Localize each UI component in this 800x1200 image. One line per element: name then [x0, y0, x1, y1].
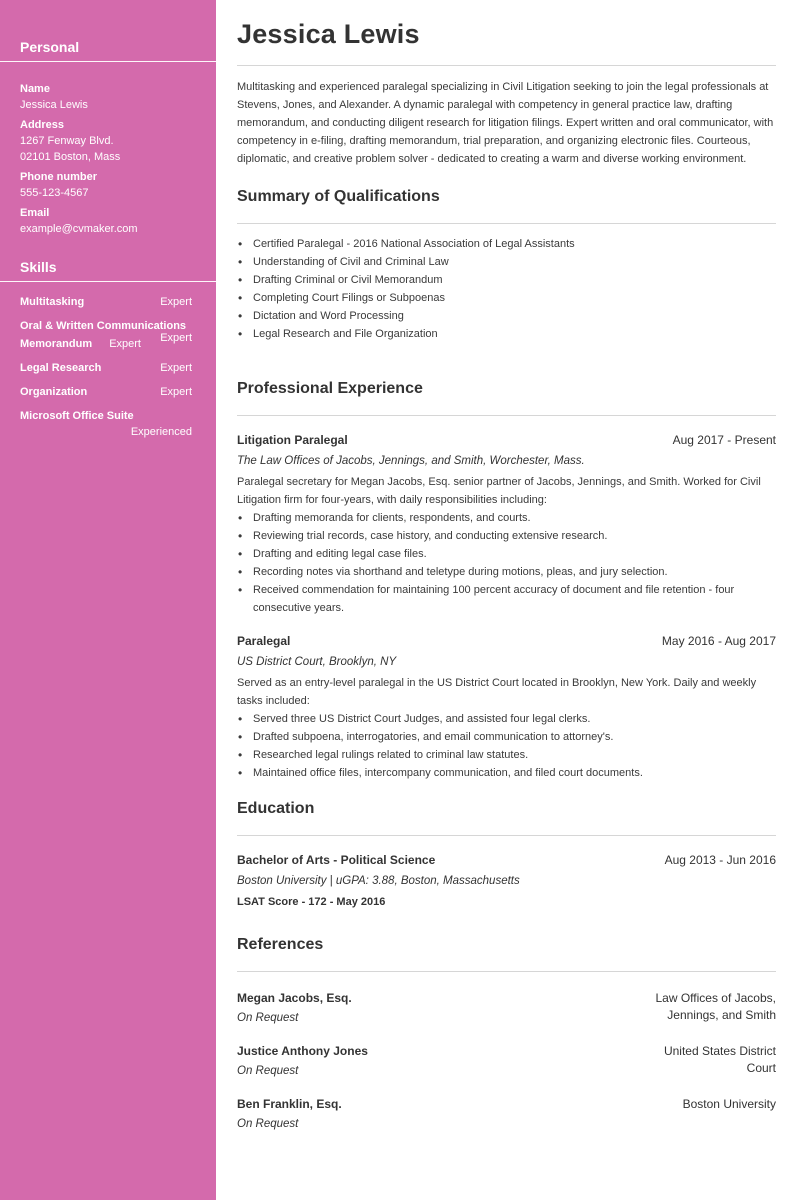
lsat-score: LSAT Score - 172 - May 2016: [237, 896, 386, 908]
reference-entry: [237, 988, 776, 1028]
references-title: References: [237, 936, 324, 953]
reference-entry: [237, 1041, 776, 1081]
skill-level: Expert: [109, 338, 141, 350]
skill-name: Organization: [20, 386, 88, 398]
personal-value: 02101 Boston, Mass: [20, 151, 121, 163]
reference-name: Megan Jacobs, Esq.: [237, 991, 352, 1005]
job-organization: US District Court, Brooklyn, NY: [237, 656, 397, 668]
job-duty: • Drafting memoranda for clients, respondents, and courts.: [237, 509, 776, 527]
personal-name-group: [20, 81, 196, 113]
job-duty: • Drafted subpoena, interrogatories, and email communication to attorney's.: [237, 728, 776, 746]
education-date: Aug 2013 - Jun 2016: [664, 853, 776, 867]
job-date: Aug 2017 - Present: [672, 433, 776, 447]
qualifications-divider: [237, 223, 776, 224]
personal-value: Jessica Lewis: [20, 99, 88, 111]
skill-level: Expert: [160, 332, 192, 344]
personal-value: 555-123-4567: [20, 187, 89, 199]
personal-details: [0, 81, 216, 237]
skill-level: Expert: [160, 386, 192, 398]
reference-entry: [237, 1094, 776, 1134]
job-description: Served as an entry-level paralegal in the US District Court located in Brooklyn, New York. Daily and weekly tasks included:: [237, 677, 757, 707]
sidebar: [0, 0, 216, 1200]
qualification-item: • Understanding of Civil and Criminal Law: [237, 253, 776, 271]
personal-address-group: [20, 117, 196, 165]
reference-availability: On Request: [237, 1065, 299, 1077]
skill-name: Oral & Written Communications: [20, 320, 187, 332]
job-entry: [237, 431, 776, 617]
job-duty: • Reviewing trial records, case history, and conducting extensive research.: [237, 527, 776, 545]
skill-name: Multitasking: [20, 296, 85, 308]
skill-level: Experienced: [130, 426, 192, 438]
reference-organization: United States District Court: [663, 1044, 776, 1075]
qualification-item: • Completing Court Filings or Subpoenas: [237, 289, 776, 307]
skill-name: Legal Research: [20, 362, 102, 374]
job-duty: • Served three US District Court Judges, and assisted four legal clerks.: [237, 710, 776, 728]
qualifications-list: [237, 235, 776, 343]
skill-level: Expert: [160, 296, 192, 308]
personal-phone-group: [20, 169, 196, 201]
skill-item: [20, 360, 192, 384]
personal-divider: [0, 61, 216, 62]
school: Boston University | uGPA: 3.88, Boston, Massachusetts: [237, 875, 520, 887]
job-organization: The Law Offices of Jacobs, Jennings, and Smith, Worchester, Mass.: [237, 455, 585, 467]
qualification-item: • Legal Research and File Organization: [237, 325, 776, 343]
education-title: Education: [237, 800, 315, 817]
reference-availability: On Request: [237, 1118, 299, 1130]
education-entry: [237, 851, 776, 911]
job-title: Litigation Paralegal: [237, 433, 348, 447]
skill-name: Memorandum: [20, 338, 93, 350]
personal-value: 1267 Fenway Blvd.: [20, 135, 114, 147]
degree: Bachelor of Arts - Political Science: [237, 853, 436, 867]
reference-organization: Boston University: [682, 1097, 776, 1111]
job-duties: [237, 710, 776, 782]
personal-label: Email: [20, 207, 50, 219]
experience-divider: [237, 415, 776, 416]
references-divider: [237, 971, 776, 972]
skill-item: [20, 408, 192, 440]
reference-name: Ben Franklin, Esq.: [237, 1097, 342, 1111]
experience-title: Professional Experience: [237, 380, 423, 397]
profile-summary: Multitasking and experienced paralegal specializing in Civil Litigation seeking to join the legal professionals at Stevens, Jones, and Alexander. A dynamic paralegal with competency in general practice law, drafting memorandum, and conducting diligent research for litigation filings. Expert written and oral communicator, with competency in e-filing, drafting memorandum, trial preparation, and organizing electronic files. Courteous, diplomatic, and creative problem solver - dedicated to creating a warm and diverse working environment.: [237, 81, 774, 165]
personal-email-group: [20, 205, 196, 237]
candidate-name: Jessica Lewis: [237, 19, 420, 49]
name-divider: [237, 65, 776, 66]
job-entry: [237, 632, 776, 782]
skill-item: [20, 384, 192, 408]
skills-list: [0, 294, 216, 440]
qualification-item: • Certified Paralegal - 2016 National Association of Legal Assistants: [237, 235, 776, 253]
skill-item: [20, 332, 192, 360]
job-duty: • Researched legal rulings related to criminal law statutes.: [237, 746, 776, 764]
skills-heading: Skills: [20, 259, 57, 275]
main-content: [237, 0, 776, 1134]
personal-label: Name: [20, 83, 50, 95]
skill-level: Expert: [160, 362, 192, 374]
job-description: Paralegal secretary for Megan Jacobs, Esq. senior partner of Jacobs, Jennings, and Smith. Worked for Civil Litigation firm for four-years, with daily responsibilities including:: [237, 476, 761, 506]
personal-value: example@cvmaker.com: [20, 223, 138, 235]
job-header: [237, 632, 776, 650]
skill-name: Microsoft Office Suite: [20, 410, 134, 422]
job-title: Paralegal: [237, 634, 291, 648]
job-duties: [237, 509, 776, 617]
personal-label: Phone number: [20, 171, 98, 183]
skills-divider: [0, 281, 216, 282]
job-duty: • Received commendation for maintaining 100 percent accuracy of document and file retention - four consecutive years.: [237, 581, 776, 617]
education-divider: [237, 835, 776, 836]
personal-heading: Personal: [20, 39, 80, 55]
reference-organization: Law Offices of Jacobs, Jennings, and Smith: [655, 991, 776, 1022]
skill-item: [20, 294, 192, 318]
job-duty: • Maintained office files, intercompany communication, and filed court documents.: [237, 764, 776, 782]
education-header: [237, 851, 776, 869]
qualification-item: • Dictation and Word Processing: [237, 307, 776, 325]
job-duty: • Drafting and editing legal case files.: [237, 545, 776, 563]
personal-label: Address: [20, 119, 65, 131]
reference-name: Justice Anthony Jones: [237, 1044, 368, 1058]
job-date: May 2016 - Aug 2017: [661, 634, 776, 648]
job-header: [237, 431, 776, 449]
reference-availability: On Request: [237, 1012, 299, 1024]
qualifications-title: Summary of Qualifications: [237, 188, 440, 205]
job-duty: • Recording notes via shorthand and teletype during motions, pleas, and jury selection.: [237, 563, 776, 581]
qualification-item: • Drafting Criminal or Civil Memorandum: [237, 271, 776, 289]
